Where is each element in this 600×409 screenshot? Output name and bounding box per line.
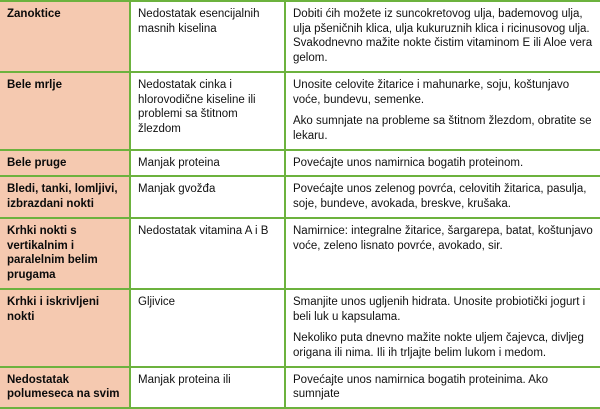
advice-paragraph: Povećajte unos namirnica bogatih proteinima. Ako sumnjate xyxy=(293,373,549,401)
symptom-cell xyxy=(0,1,130,72)
advice-paragraph: Smanjite unos ugljenih hidrata. Unosite probiotički jogurt i beli luk u kapsulama. xyxy=(293,295,586,323)
advice-paragraph: Nekoliko puta dnevno mažite nokte uljem čajevca, divljeg origana ili nima. Ili ih trljajte belim lukom i medom. xyxy=(293,332,584,359)
cause-text: Gljivice xyxy=(138,295,176,308)
advice-cell xyxy=(285,289,600,367)
cause-cell xyxy=(130,176,285,217)
symptom-text: Bledi, tanki, lomljivi, izbrazdani nokti xyxy=(7,183,118,211)
advice-cell xyxy=(285,367,600,408)
advice-paragraph: Povećajte unos namirnica bogatih proteinom. xyxy=(293,156,524,169)
symptom-cell xyxy=(0,218,130,289)
advice-paragraph: Ako sumnjate na probleme sa štitnom žlezdom, obratite se lekaru. xyxy=(293,115,592,143)
table-row xyxy=(0,176,600,217)
cause-cell xyxy=(130,1,285,72)
cause-text: Nedostatak esencijalnih masnih kiselina xyxy=(138,8,260,35)
advice-paragraph: Namirnice: integralne žitarice, šargarepa, batat, koštunjavo voće, zeleno lisnato povrće, avokado, sir. xyxy=(293,224,593,252)
symptom-cell xyxy=(0,72,130,150)
advice-cell xyxy=(285,150,600,177)
advice-cell xyxy=(285,176,600,217)
cause-cell xyxy=(130,367,285,408)
symptom-cell xyxy=(0,176,130,217)
symptom-cell xyxy=(0,289,130,367)
cause-text: Manjak proteina ili xyxy=(138,373,231,386)
table-row xyxy=(0,218,600,289)
table-row xyxy=(0,1,600,72)
symptom-cell xyxy=(0,367,130,408)
cause-cell xyxy=(130,289,285,367)
advice-paragraph: Povećajte unos zelenog povrća, celovitih žitarica, pasulja, soje, bundeve, avokada, breskve, krušaka. xyxy=(293,183,587,211)
symptom-text: Bele mrlje xyxy=(7,78,62,91)
table-row xyxy=(0,289,600,367)
cause-text: Nedostatak vitamina A i B xyxy=(138,224,269,237)
symptom-text: Zanoktice xyxy=(7,8,61,20)
symptom-text: Krhki i iskrivljeni nokti xyxy=(7,295,100,323)
cause-text: Manjak gvožđa xyxy=(138,183,216,196)
symptom-text: Nedostatak polumeseca na svim xyxy=(7,373,120,401)
table-row xyxy=(0,72,600,150)
advice-cell xyxy=(285,72,600,150)
cause-text: Manjak proteina xyxy=(138,156,220,169)
advice-paragraph: Unosite celovite žitarice i mahunarke, soju, koštunjavo voće, bundevu, semenke. xyxy=(293,78,570,106)
cause-cell xyxy=(130,150,285,177)
table-row xyxy=(0,150,600,177)
advice-cell xyxy=(285,1,600,72)
cause-text: Nedostatak cinka i hlorovodičnе kiseline ili problemi sa štitnom žlezdom xyxy=(138,78,256,136)
advice-cell xyxy=(285,218,600,289)
table-body xyxy=(0,1,600,408)
cause-cell xyxy=(130,72,285,150)
advice-paragraph: Dobiti ćih možete iz suncokretovog ulja, bademovog ulja, ulja pšeničnih klica, ulja kukuruznih klica i ricinusovog ulja. Svakodnevno mažite nokte čistim vitaminom E ili Aloe vera gelom. xyxy=(293,8,593,65)
table-row xyxy=(0,367,600,408)
cause-cell xyxy=(130,218,285,289)
symptom-text: Bele pruge xyxy=(7,156,67,169)
symptom-cell xyxy=(0,150,130,177)
symptom-text: Krhki nokti s vertikalnim i paralelnim belim prugama xyxy=(7,224,98,282)
